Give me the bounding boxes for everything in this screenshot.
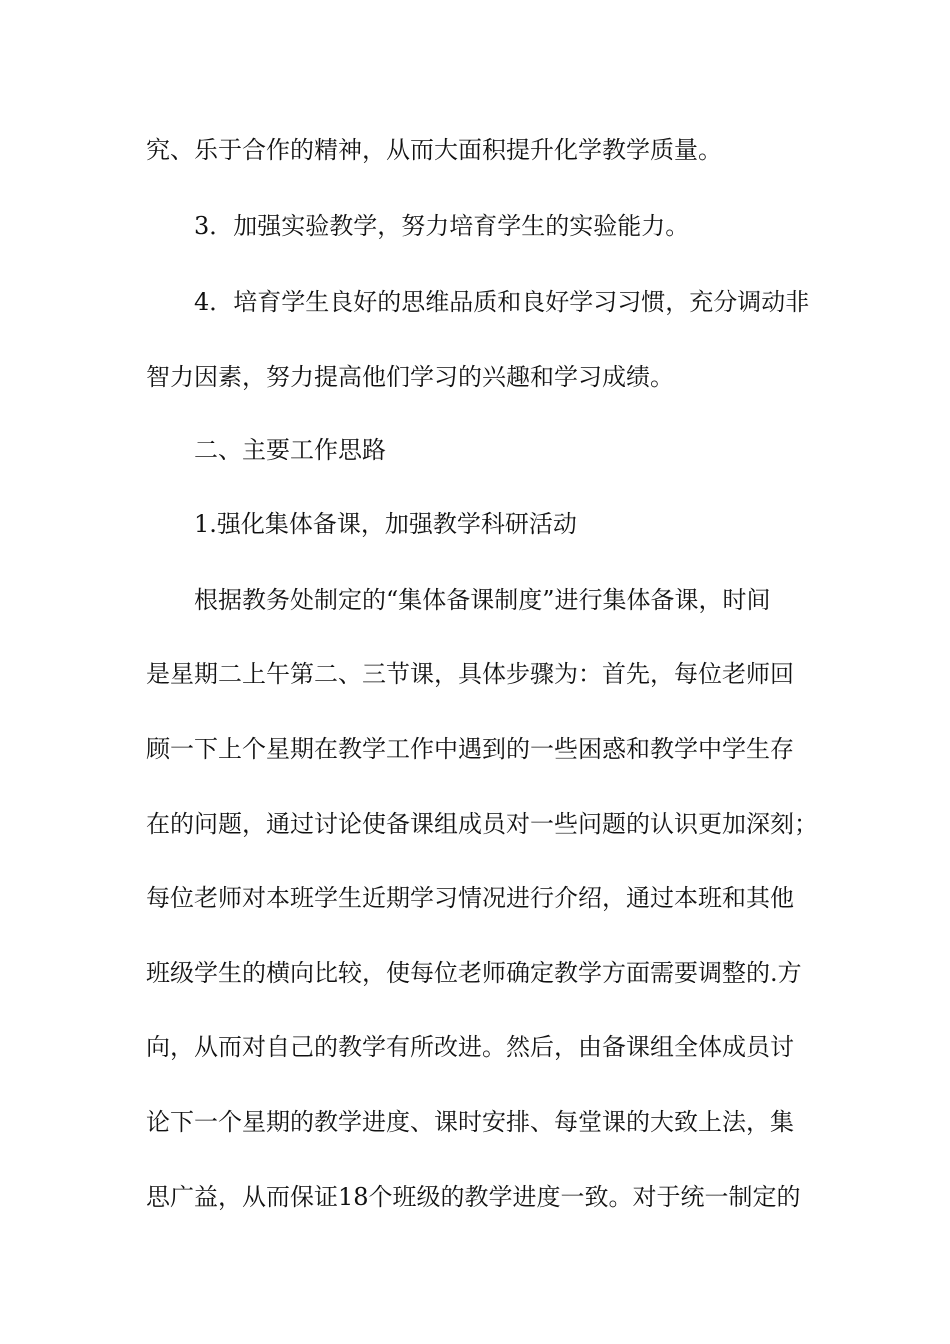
text-line-11: 每位老师对本班学生近期学习情况进行介绍，通过本班和其他 [146, 884, 794, 912]
text-line-10: 在的问题，通过讨论使备课组成员对一些问题的认识更加深刻； [146, 810, 818, 838]
text-line-4: 智力因素，努力提高他们学习的兴趣和学习成绩。 [146, 363, 674, 391]
text-line-9: 顾一下上个星期在教学工作中遇到的一些困惑和教学中学生存 [146, 735, 794, 763]
text-line-14: 论下一个星期的教学进度、课时安排、每堂课的大致上法，集 [146, 1108, 794, 1136]
text-line-12: 班级学生的横向比较，使每位老师确定教学方面需要调整的.方 [146, 959, 802, 987]
text-line-8: 是星期二上午第二、三节课，具体步骤为：首先，每位老师回 [146, 660, 794, 688]
text-line-2: 3．加强实验教学，努力培育学生的实验能力。 [194, 212, 690, 240]
text-line-13: 向，从而对自己的教学有所改进。然后，由备课组全体成员讨 [146, 1033, 794, 1061]
text-line-3: 4．培育学生良好的思维品质和良好学习习惯，充分调动非 [194, 288, 810, 316]
subsection-heading: 1.强化集体备课，加强教学科研活动 [194, 510, 577, 538]
text-line-7: 根据教务处制定的“集体备课制度”进行集体备课，时间 [194, 586, 771, 614]
text-line-15: 思广益，从而保证18个班级的教学进度一致。对于统一制定的 [146, 1183, 801, 1211]
text-line-1: 究、乐于合作的精神，从而大面积提升化学教学质量。 [146, 136, 722, 164]
section-heading: 二、主要工作思路 [194, 436, 386, 464]
